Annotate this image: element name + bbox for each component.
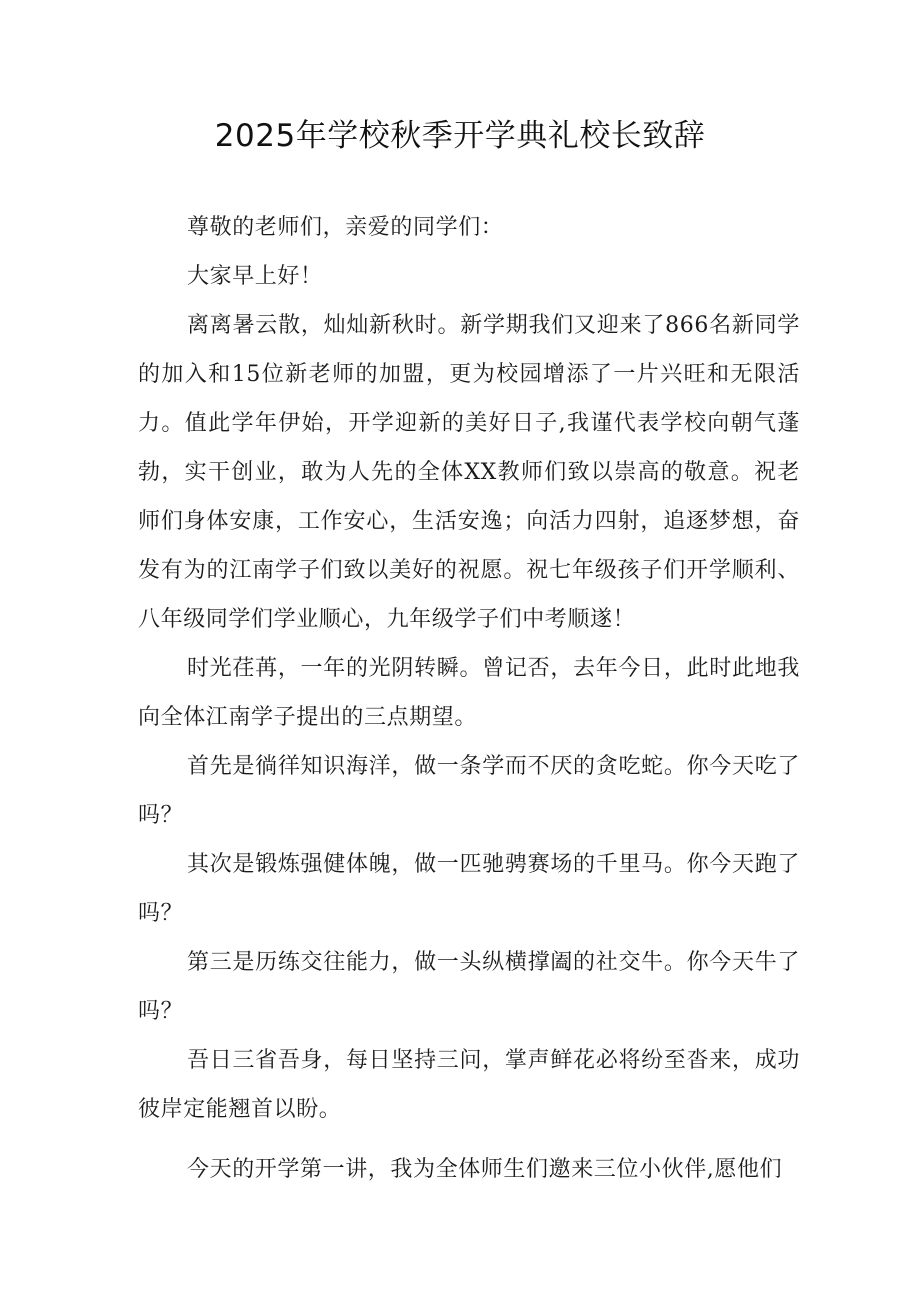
document-title: 2025年学校秋季开学典礼校长致辞 — [214, 118, 706, 154]
recall-paragraph: 时光荏苒，一年的光阴转瞬。曾记否，去年今日，此时此地我向全体江南学子提出的三点期望。 — [138, 656, 800, 730]
salutation-paragraph: 尊敬的老师们，亲爱的同学们： — [187, 215, 504, 240]
third-hope-paragraph: 第三是历练交往能力，做一头纵横撑阖的社交牛。你今天牛了吗？ — [138, 950, 800, 1024]
document-body — [138, 203, 800, 1194]
reflection-paragraph: 吾日三省吾身，每日坚持三问，掌声鲜花必将纷至沓来，成功彼岸定能翘首以盼。 — [138, 1048, 800, 1122]
opening-paragraph: 离离暑云散，灿灿新秋时。新学期我们又迎来了866名新同学的加入和15位新老师的加盟，更为校园增添了一片兴旺和无限活力。值此学年伊始，开学迎新的美好日子,我谨代表学校向朝气蓬勃，实干创业，敢为人先的全体XX教师们致以崇高的敬意。祝老师们身体安康，工作安心，生活安逸；向活力四射，追逐梦想，奋发有为的江南学子们致以美好的祝愿。祝七年级孩子们开学顺利、八年级同学们学业顺心，九年级学子们中考顺遂！ — [138, 313, 800, 632]
greeting-paragraph: 大家早上好！ — [187, 264, 323, 289]
lecture-paragraph: 今天的开学第一讲，我为全体师生们邀来三位小伙伴,愿他们 — [187, 1157, 783, 1182]
first-hope-paragraph: 首先是徜徉知识海洋，做一条学而不厌的贪吃蛇。你今天吃了吗？ — [138, 754, 800, 828]
second-hope-paragraph: 其次是锻炼强健体魄，做一匹驰骋赛场的千里马。你今天跑了吗？ — [138, 852, 800, 926]
